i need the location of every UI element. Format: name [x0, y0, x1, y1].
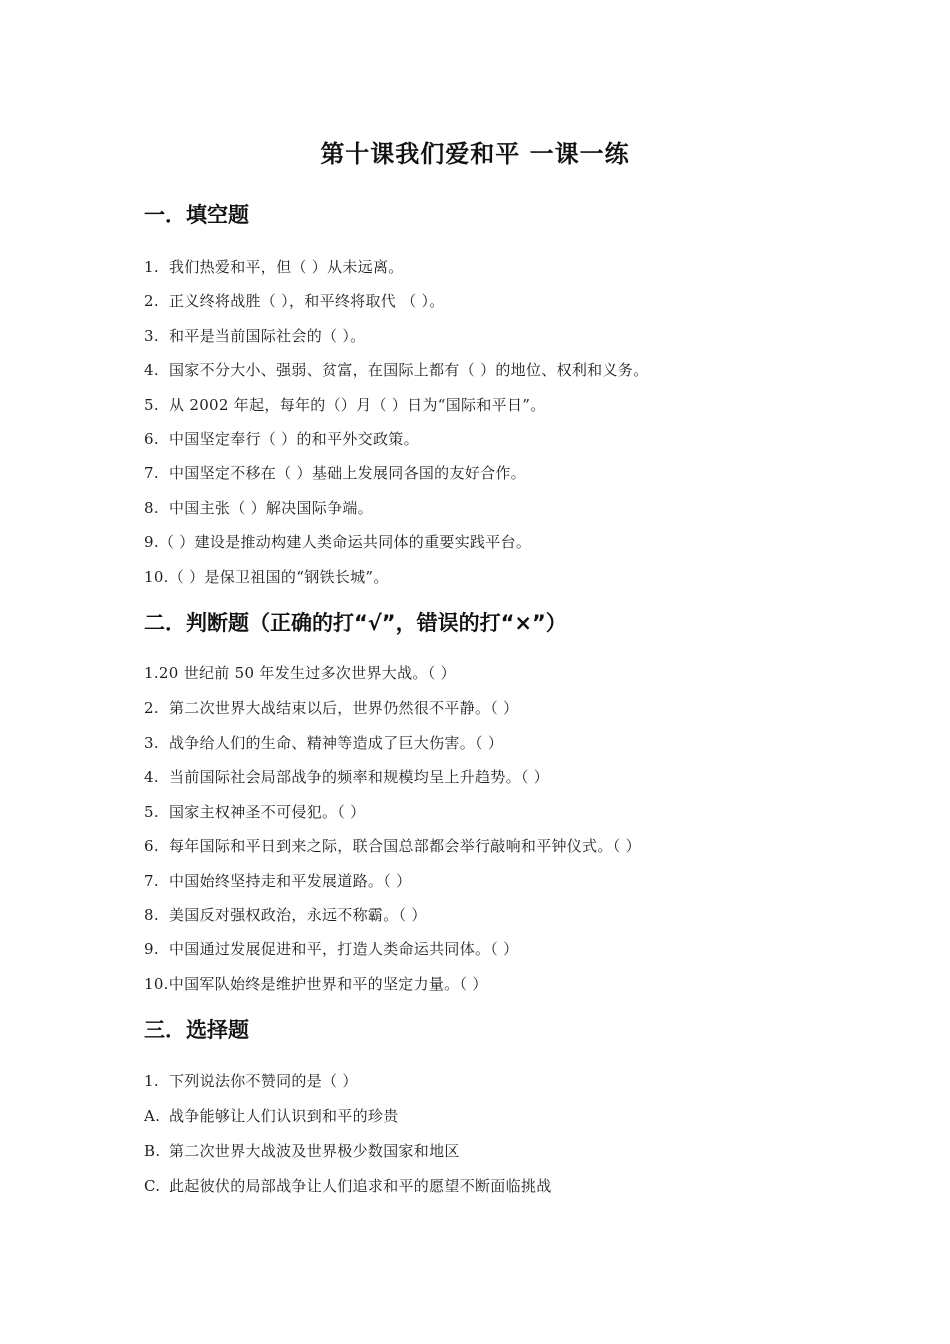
question-text: 20 世纪前 50 年发生过多次世界大战。（ ）: [158, 664, 456, 682]
question-number: 9.: [144, 940, 159, 958]
question-line: [144, 428, 419, 449]
question-text: 当前国际社会局部战争的频率和规模均呈上升趋势。（ ）: [169, 768, 550, 786]
question-line: [144, 973, 488, 994]
question-text: 中国军队始终是维护世界和平的坚定力量。（ ）: [168, 975, 488, 993]
question-line: [144, 462, 526, 483]
question-line: [144, 938, 518, 959]
question-line: [144, 531, 531, 552]
question-line: [144, 566, 389, 587]
option-text: 战争能够让人们认识到和平的珍贵: [169, 1107, 399, 1125]
question-number: 8.: [144, 499, 159, 517]
question-text: 第二次世界大战结束以后，世界仍然很不平静。（ ）: [169, 699, 519, 717]
question-line: [144, 256, 404, 277]
question-number: 9.: [144, 533, 159, 551]
question-number: 3.: [144, 734, 159, 752]
question-number: 7.: [144, 872, 159, 890]
section-heading-true-false: 二．判断题（正确的打“√”，错误的打“×”）: [144, 611, 567, 635]
question-text: 中国坚定奉行（ ）的和平外交政策。: [169, 430, 419, 448]
question-text: 正义终将战胜（ ），和平终将取代 （ ）。: [169, 292, 445, 310]
question-line: [144, 662, 456, 683]
question-number: 7.: [144, 464, 159, 482]
question-text: 美国反对强权政治，永远不称霸。（ ）: [169, 906, 427, 924]
question-number: 6.: [144, 837, 159, 855]
question-number: 1.: [144, 664, 159, 682]
question-number: 4.: [144, 361, 159, 379]
section-heading-fill-blank: 一．填空题: [144, 203, 249, 227]
section-heading-multiple-choice: 三．选择题: [144, 1018, 249, 1042]
question-number: 10.: [144, 975, 169, 993]
choice-option: [144, 1105, 399, 1126]
question-line: [144, 870, 411, 891]
question-line: [144, 497, 373, 518]
question-text: （ ）建设是推动构建人类命运共同体的重要实践平台。: [158, 533, 532, 551]
question-text: 中国始终坚持走和平发展道路。（ ）: [169, 872, 412, 890]
option-text: 此起彼伏的局部战争让人们追求和平的愿望不断面临挑战: [169, 1177, 552, 1195]
question-text: 和平是当前国际社会的（ ）。: [169, 327, 366, 345]
question-text: 从 2002 年起，每年的（）月（ ）日为“国际和平日”。: [169, 396, 546, 414]
question-line: [144, 766, 549, 787]
question-line: [144, 835, 641, 856]
question-number: 4.: [144, 768, 159, 786]
question-line: [144, 732, 503, 753]
option-letter: A.: [144, 1107, 161, 1125]
question-number: 5.: [144, 803, 159, 821]
question-line: [144, 697, 518, 718]
question-line: [144, 359, 648, 380]
question-text: 我们热爱和平，但（ ）从未远离。: [169, 258, 404, 276]
question-number: 3.: [144, 327, 159, 345]
question-text: 战争给人们的生命、精神等造成了巨大伤害。（ ）: [169, 734, 504, 752]
question-number: 2.: [144, 699, 159, 717]
question-number: 2.: [144, 292, 159, 310]
question-text: 每年国际和平日到来之际，联合国总部都会举行敲响和平钟仪式。（ ）: [169, 837, 641, 855]
question-number: 1.: [144, 1072, 159, 1090]
question-line: [144, 1070, 358, 1091]
option-letter: C.: [144, 1177, 161, 1195]
question-number: 6.: [144, 430, 159, 448]
question-text: 中国通过发展促进和平，打造人类命运共同体。（ ）: [169, 940, 519, 958]
question-number: 8.: [144, 906, 159, 924]
question-text: 下列说法你不赞同的是（ ）: [169, 1072, 358, 1090]
question-text: 中国主张（ ）解决国际争端。: [169, 499, 373, 517]
question-number: 1.: [144, 258, 159, 276]
question-number: 5.: [144, 396, 159, 414]
question-text: 国家不分大小、强弱、贫富，在国际上都有（ ）的地位、权利和义务。: [169, 361, 649, 379]
question-line: [144, 290, 445, 311]
question-line: [144, 325, 365, 346]
page-title: 第十课我们爱和平 一课一练: [320, 140, 630, 168]
question-text: 中国坚定不移在（ ）基础上发展同各国的友好合作。: [169, 464, 526, 482]
question-text: （ ）是保卫祖国的“钢铁长城”。: [168, 568, 389, 586]
question-line: [144, 904, 427, 925]
option-text: 第二次世界大战波及世界极少数国家和地区: [169, 1142, 460, 1160]
choice-option: [144, 1175, 552, 1196]
option-letter: B.: [144, 1142, 161, 1160]
question-number: 10.: [144, 568, 169, 586]
question-line: [144, 394, 546, 415]
choice-option: [144, 1140, 460, 1161]
question-line: [144, 801, 365, 822]
question-text: 国家主权神圣不可侵犯。（ ）: [169, 803, 366, 821]
